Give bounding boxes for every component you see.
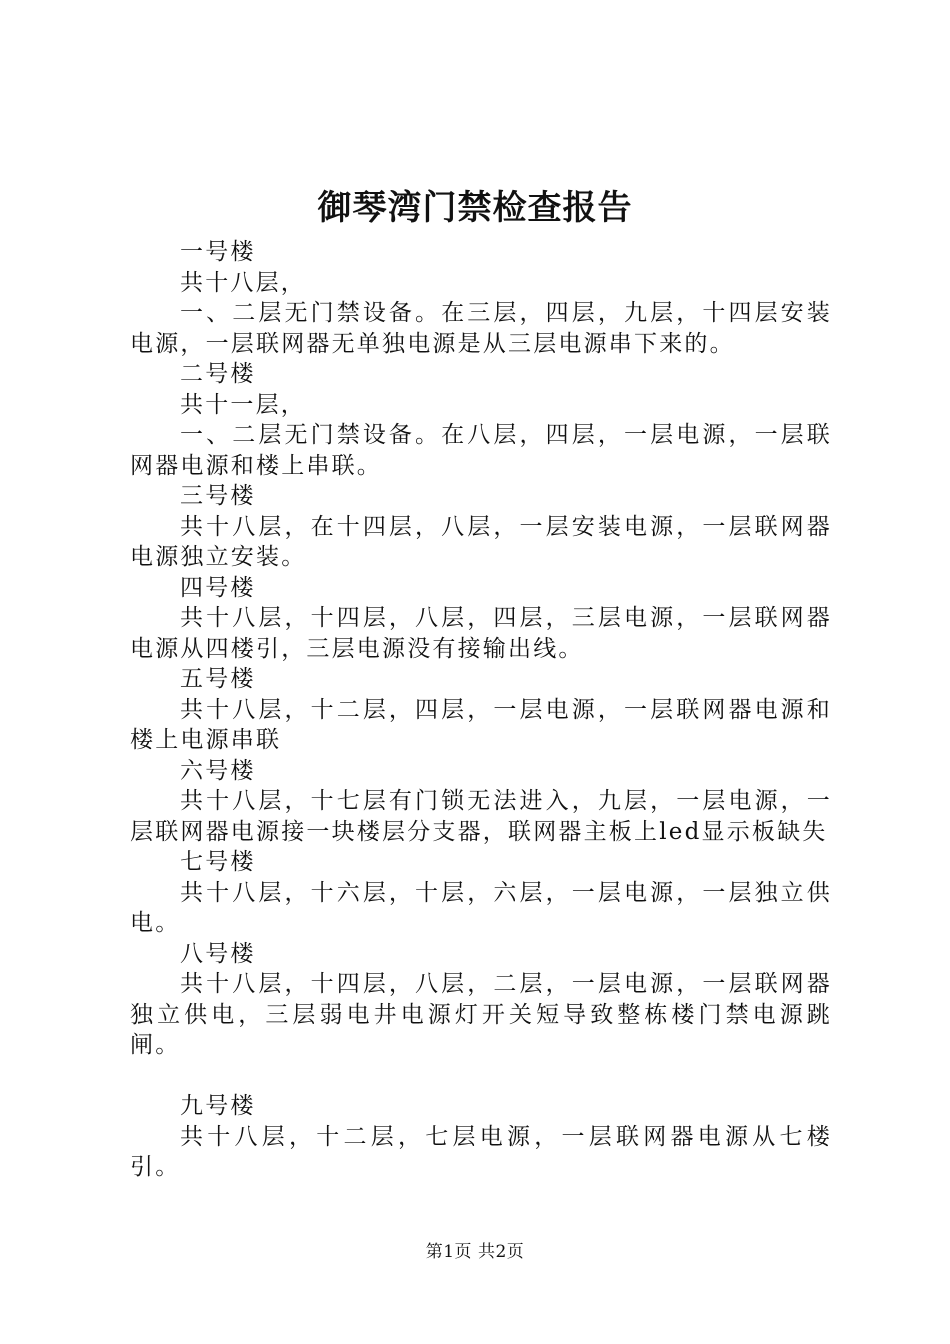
page-footer: 第1页 共2页: [425, 1242, 525, 1262]
section-heading-building-5: 五号楼: [180, 666, 256, 692]
document-body: [130, 237, 832, 1183]
section-heading-building-2: 二号楼: [180, 361, 256, 387]
paragraph: 共十八层，十二层，四层，一层电源，一层联网器电源和楼上电源串联: [130, 696, 832, 753]
section-heading-building-1: 一号楼: [180, 239, 256, 265]
paragraph: 共十八层，十七层有门锁无法进入，九层，一层电源，一层联网器电源接一块楼层分支器，联网器主板上led显示板缺失: [130, 788, 832, 845]
section-heading-building-4: 四号楼: [180, 574, 256, 601]
blank-line: [130, 1061, 832, 1092]
paragraph: 一、二层无门禁设备。在八层，四层，一层电源，一层联网器电源和楼上串联。: [130, 422, 832, 479]
paragraph: 共十一层，: [180, 391, 306, 418]
section-heading-building-6: 六号楼: [180, 757, 256, 784]
section-heading-building-9: 九号楼: [180, 1093, 256, 1119]
paragraph: 共十八层，十二层，七层电源，一层联网器电源从七楼引。: [130, 1123, 832, 1180]
paragraph: 共十八层，: [180, 269, 306, 296]
section-heading-building-8: 八号楼: [180, 940, 256, 967]
paragraph: 共十八层，在十四层，八层，一层安装电源，一层联网器电源独立安装。: [130, 513, 832, 570]
paragraph: 共十八层，十六层，十层，六层，一层电源，一层独立供电。: [130, 879, 832, 936]
section-heading-building-7: 七号楼: [180, 849, 256, 875]
paragraph: 共十八层，十四层，八层，二层，一层电源，一层联网器独立供电，三层弱电井电源灯开关短导致整栋楼门禁电源跳闸。: [130, 971, 832, 1058]
paragraph: 一、二层无门禁设备。在三层，四层，九层，十四层安装电源，一层联网器无单独电源是从三层电源串下来的。: [130, 300, 832, 357]
section-heading-building-3: 三号楼: [180, 483, 256, 509]
document-title: 御琴湾门禁检查报告: [317, 188, 633, 228]
paragraph: 共十八层，十四层，八层，四层，三层电源，一层联网器电源从四楼引，三层电源没有接输出线。: [130, 605, 832, 662]
